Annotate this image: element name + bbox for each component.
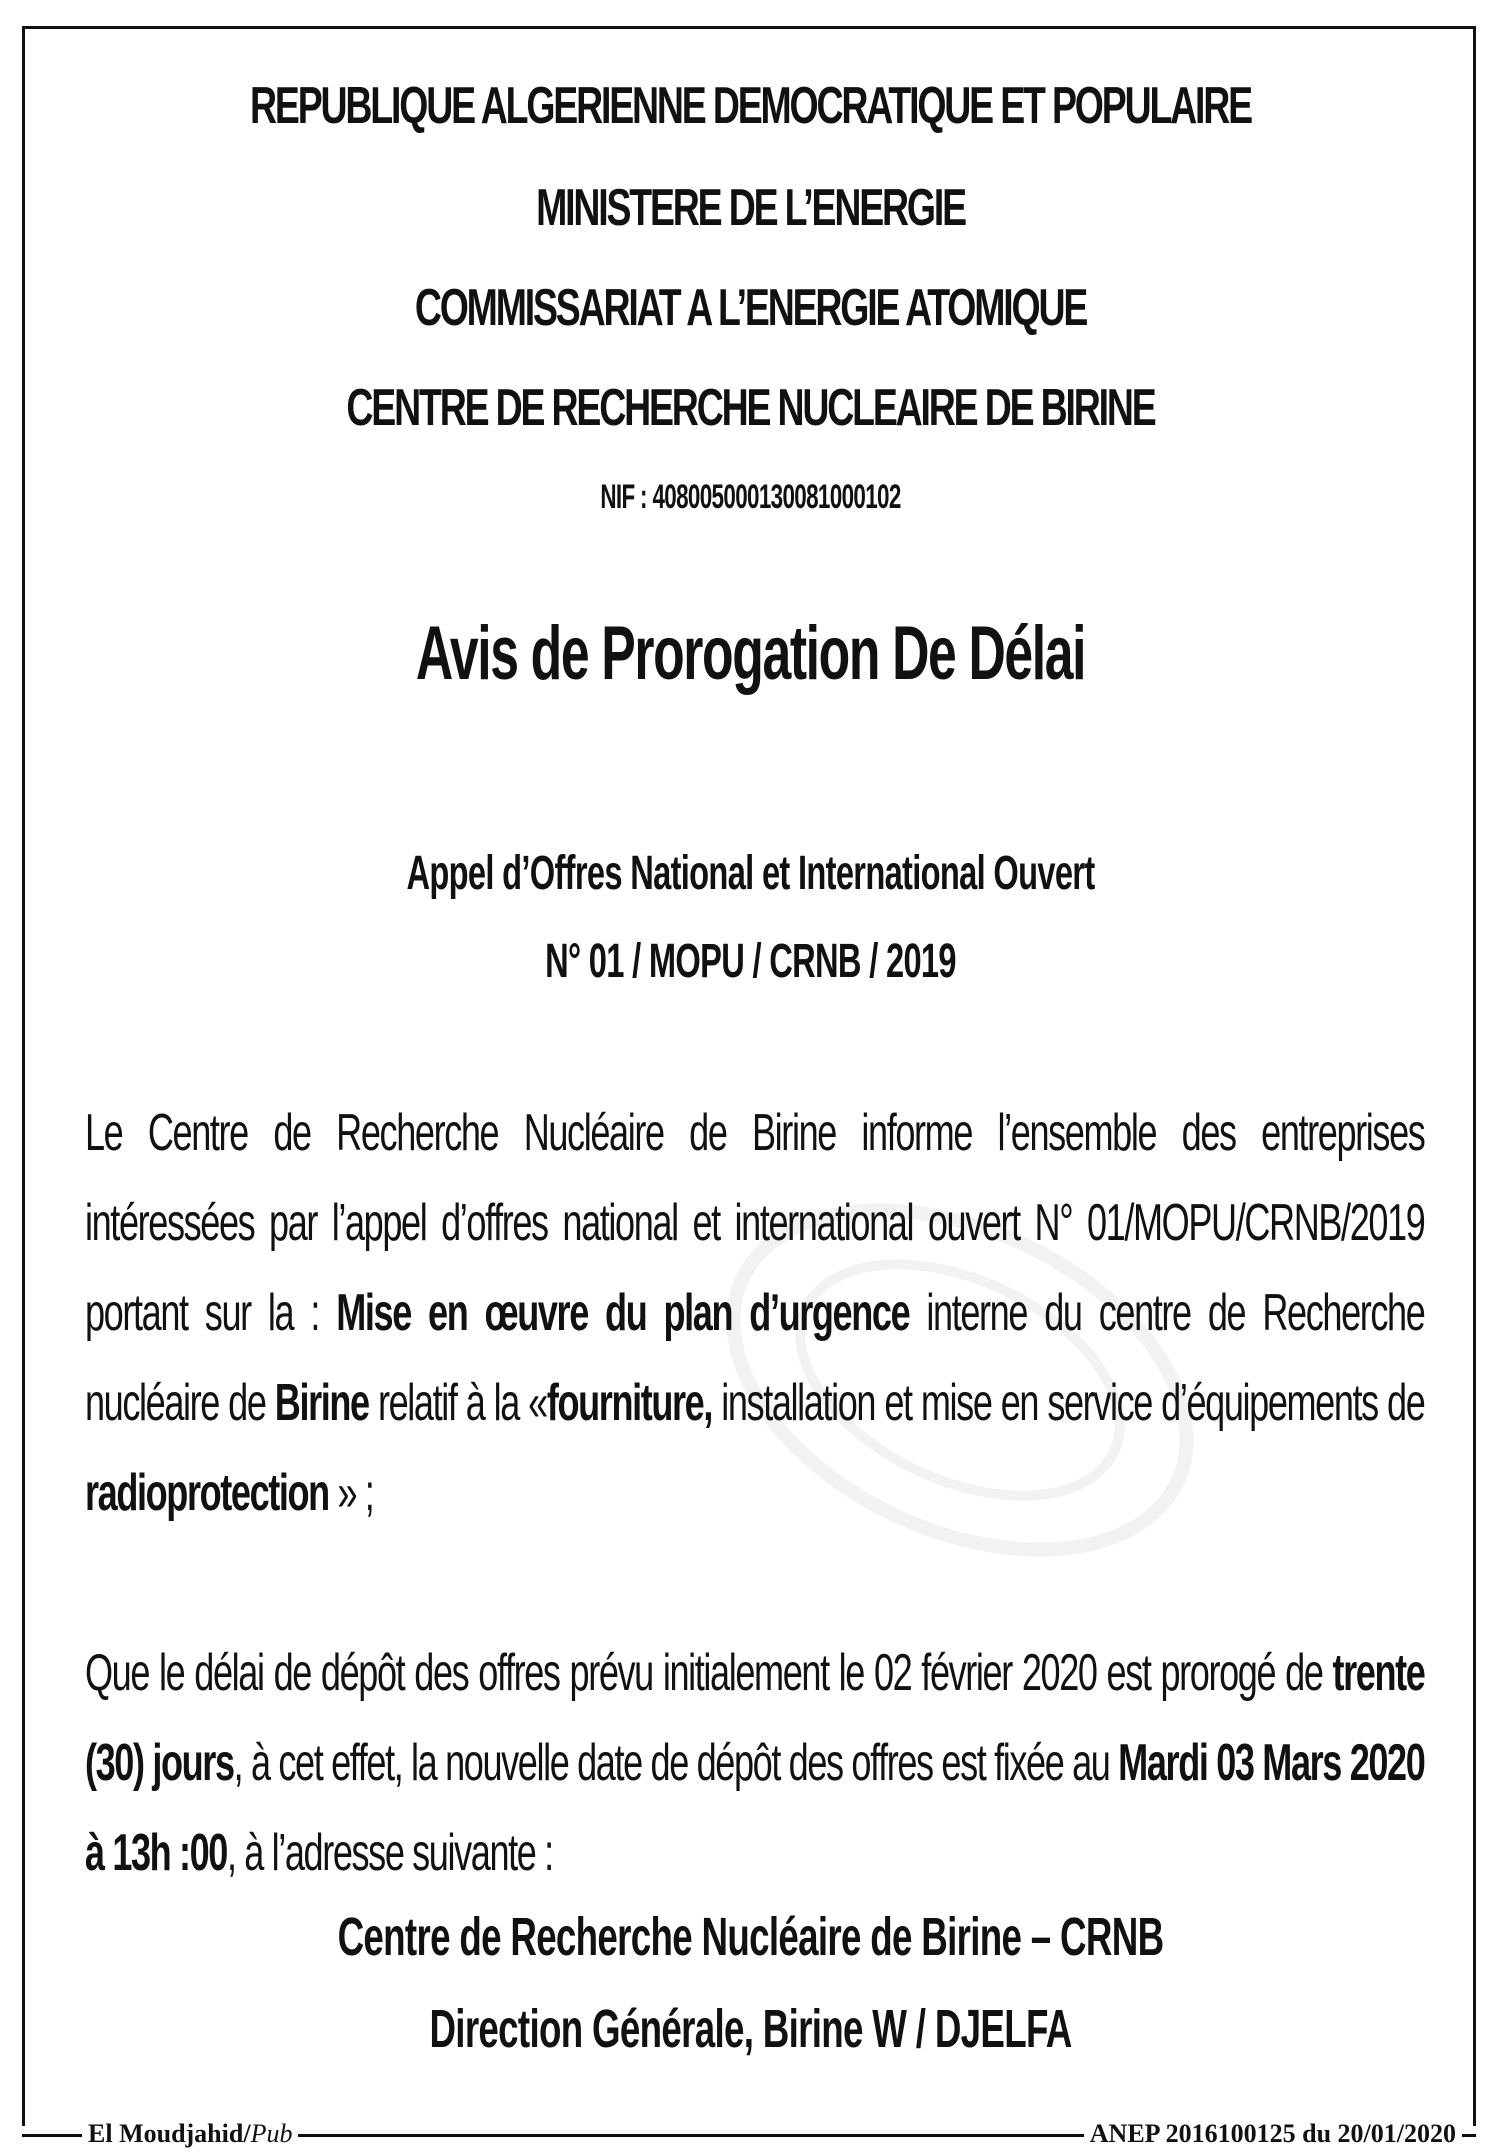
paragraph-deadline-text: Que le délai de dépôt des offres prévu initialement le 02 février 2020 est prorogé de trente (30) jours, à cet effet, la nouvelle date de dépôt des offres est fixée au Mardi 03 Mars 2020 à 13h :00, à l’adresse suivante : [85, 1644, 1425, 1882]
address-line-1: Centre de Recherche Nucléaire de Birine – CRNB [337, 1907, 1164, 1967]
footer [22, 2118, 1476, 2148]
anep-reference: ANEP 2016100125 du 20/01/2020 [1084, 2118, 1462, 2150]
tender-type: Appel d’Offres National et International Ouvert [406, 847, 1095, 900]
research-center-heading: CENTRE DE RECHERCHE NUCLEAIRE DE BIRINE [346, 379, 1155, 437]
paragraph-deadline [85, 1628, 1425, 1898]
commissariat-heading: COMMISSARIAT A L’ENERGIE ATOMIQUE [414, 279, 1087, 337]
notice-title: Avis de Prorogation De Délai [415, 611, 1086, 696]
ministry-heading: MINISTERE DE L’ENERGIE [536, 179, 965, 237]
address-line-2: Direction Générale, Birine W / DJELFA [429, 1999, 1072, 2059]
paragraph-announcement [85, 1088, 1425, 1538]
tender-number: N° 01 / MOPU / CRNB / 2019 [545, 935, 956, 988]
republic-heading: REPUBLIQUE ALGERIENNE DEMOCRATIQUE ET POPULAIRE [250, 77, 1251, 135]
publication-credit: El Moudjahid/Pub [82, 2118, 298, 2150]
paragraph-announcement-text: Le Centre de Recherche Nucléaire de Birine informe l’ensemble des entreprises intéressées par l’appel d’offres national et international ouvert N° 01/MOPU/CRNB/2019 portant sur la : Mise en œuvre du plan d’urgence interne du centre de Recherche nucléaire de Birine relatif à la «fourniture, installation et mise en service d’équipements de radioprotection » ; [85, 1104, 1425, 1522]
nif-number: NIF : 408005000130081000102 [600, 478, 901, 516]
